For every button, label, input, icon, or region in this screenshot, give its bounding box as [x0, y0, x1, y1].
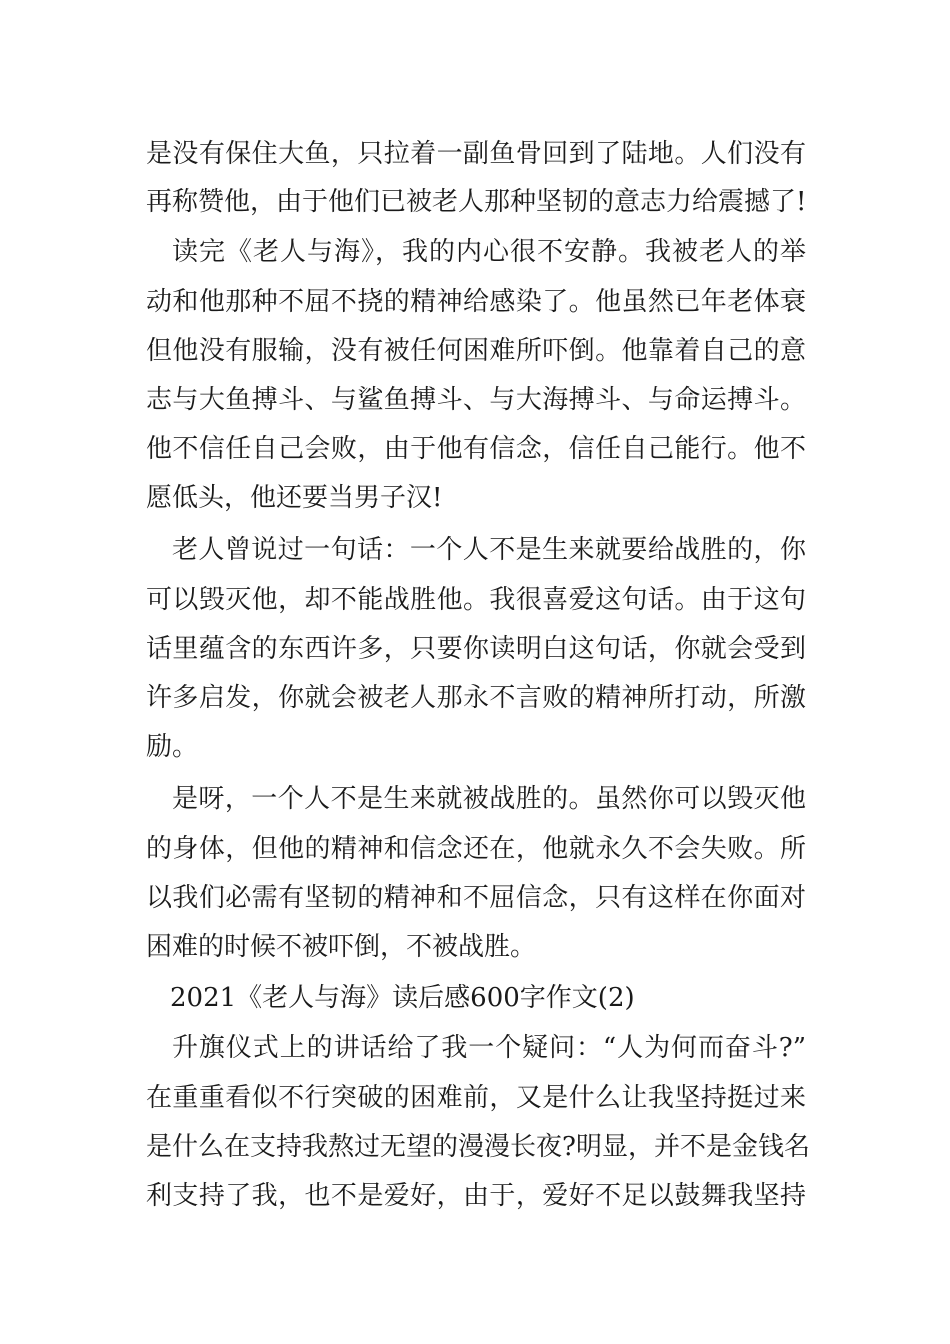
paragraph-line: 以我们必需有坚韧的精神和不屈信念，只有这样在你面对	[146, 883, 806, 913]
paragraph-line: 是没有保住大鱼，只拉着一副鱼骨回到了陆地。人们没有	[146, 139, 806, 169]
paragraph-line: 再称赞他，由于他们已被老人那种坚韧的意志力给震撼了!	[146, 187, 807, 217]
paragraph-line: 他不信任自己会败，由于他有信念，信任自己能行。他不	[146, 434, 806, 464]
paragraph-line: 愿低头，他还要当男子汉!	[146, 483, 443, 513]
paragraph-line: 的身体，但他的精神和信念还在，他就永久不会失败。所	[146, 834, 806, 864]
paragraph-line: 是呀，一个人不是生来就被战胜的。虽然你可以毁灭他	[172, 784, 806, 814]
paragraph-line: 动和他那种不屈不挠的精神给感染了。他虽然已年老体衰	[146, 287, 806, 317]
paragraph-line: 在重重看似不行突破的困难前，又是什么让我坚持挺过来	[146, 1083, 806, 1113]
paragraph-line: 志与大鱼搏斗、与鲨鱼搏斗、与大海搏斗、与命运搏斗。	[146, 385, 806, 415]
paragraph-line: 利支持了我，也不是爱好，由于，爱好不足以鼓舞我坚持	[146, 1181, 806, 1211]
paragraph-line: 可以毁灭他，却不能战胜他。我很喜爱这句话。由于这句	[146, 585, 806, 615]
paragraph-line: 困难的时候不被吓倒，不被战胜。	[146, 932, 537, 962]
paragraph-line: 话里蕴含的东西许多，只要你读明白这句话，你就会受到	[146, 634, 806, 664]
paragraph-line: 老人曾说过一句话：一个人不是生来就要给战胜的，你	[172, 535, 806, 565]
paragraph-line: 但他没有服输，没有被任何困难所吓倒。他靠着自己的意	[146, 336, 806, 366]
paragraph-line: 是什么在支持我熬过无望的漫漫长夜?明显，并不是金钱名	[146, 1132, 810, 1162]
paragraph-line: 励。	[146, 732, 199, 762]
paragraph-line: 许多启发，你就会被老人那永不言败的精神所打动，所激	[146, 683, 806, 713]
paragraph-line: 读完《老人与海》，我的内心很不安静。我被老人的举	[172, 237, 806, 267]
paragraph-line: 升旗仪式上的讲话给了我一个疑问：“人为何而奋斗?”	[172, 1033, 806, 1063]
section-heading: 2021《老人与海》读后感600字作文(2)	[170, 983, 635, 1013]
